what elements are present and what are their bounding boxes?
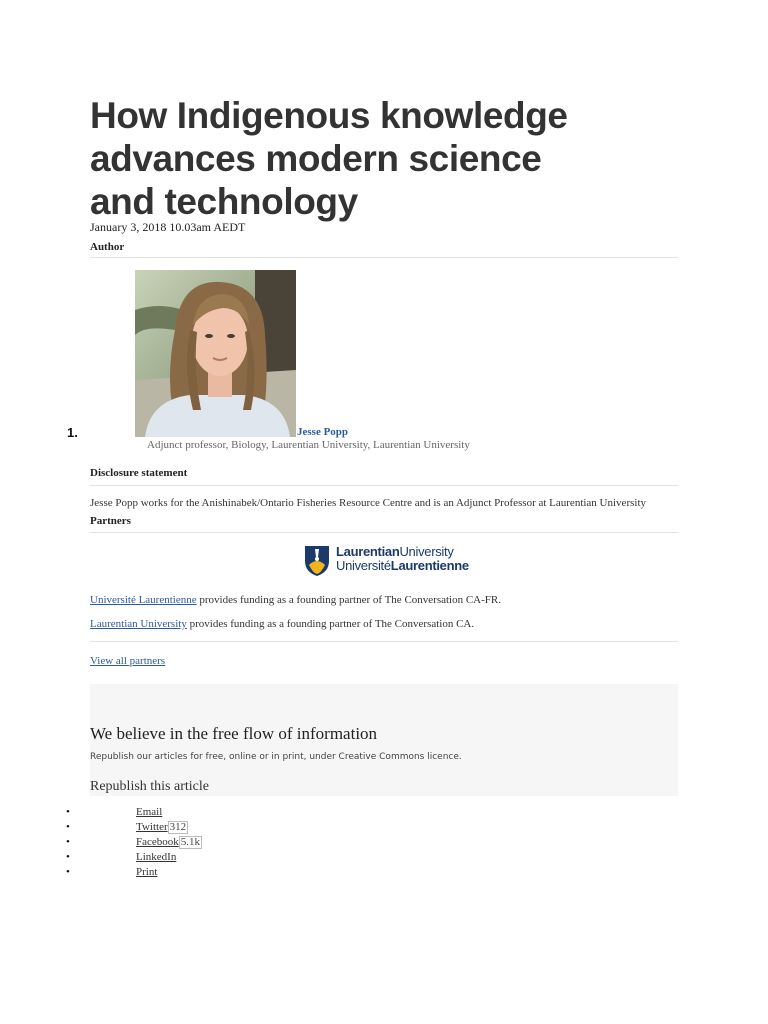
partner-text-fr: provides funding as a founding partner of The Conversation CA-FR.	[196, 594, 501, 606]
republish-article-button[interactable]: Republish this article	[90, 779, 209, 794]
author-heading: Author	[90, 241, 125, 253]
facebook-share-count: 5.1k	[180, 836, 201, 848]
author-name-link[interactable]: Jesse Popp	[297, 426, 349, 438]
bullet-icon: •	[66, 821, 70, 833]
bullet-icon: •	[66, 866, 70, 878]
twitter-share-count: 312	[169, 821, 187, 833]
share-print-link[interactable]: Print	[136, 866, 158, 878]
partner-link-universite-laurentienne[interactable]: Université Laurentienne	[90, 594, 197, 606]
republish-heading: We believe in the free flow of information	[90, 724, 378, 743]
article-title	[90, 94, 610, 223]
title-line-2: advances modern science	[90, 138, 542, 179]
laurentian-university-logo[interactable]	[304, 544, 469, 577]
logo-text-laurentian: Laurentian	[336, 544, 400, 559]
partners-heading: Partners	[90, 515, 131, 527]
author-photo[interactable]	[135, 270, 296, 437]
publish-date: January 3, 2018 10.03am AEDT	[90, 220, 246, 234]
share-twitter-link[interactable]: Twitter 312	[136, 821, 187, 833]
bullet-icon: •	[66, 851, 70, 863]
author-list-number: 1.	[67, 425, 78, 440]
author-role: Adjunct professor, Biology, Laurentian University, Laurentian University	[147, 439, 470, 451]
bullet-icon: •	[66, 836, 70, 848]
disclosure-heading: Disclosure statement	[90, 467, 188, 479]
title-line-1: How Indigenous knowledge	[90, 95, 568, 136]
share-facebook-link[interactable]: Facebook 5.1k	[136, 836, 201, 848]
bullet-icon: •	[66, 806, 70, 818]
divider	[90, 485, 678, 486]
disclosure-text: Jesse Popp works for the Anishinabek/Ontario Fisheries Resource Centre and is an Adjunct Professor at Laurentian University	[90, 497, 646, 509]
logo-text-university: University	[399, 544, 454, 559]
view-all-partners-link[interactable]: View all partners	[90, 655, 166, 667]
republish-description: Republish our articles for free, online or in print, under Creative Commons licence.	[90, 752, 462, 762]
partner-statement-en	[90, 618, 474, 630]
partner-statement-fr	[90, 594, 501, 606]
republish-panel	[90, 684, 678, 796]
divider	[90, 532, 678, 533]
title-line-3: and technology	[90, 181, 358, 222]
divider	[90, 257, 678, 258]
partner-text-en: provides funding as a founding partner of The Conversation CA.	[186, 618, 475, 630]
logo-text-laurentienne: Laurentienne	[390, 558, 469, 573]
shield-icon	[304, 545, 330, 577]
divider	[90, 641, 678, 642]
partner-link-laurentian-university[interactable]: Laurentian University	[90, 618, 187, 630]
share-linkedin-link[interactable]: LinkedIn	[136, 851, 177, 863]
share-email-link[interactable]: Email	[136, 806, 163, 818]
logo-text-universite: Université	[336, 558, 391, 573]
